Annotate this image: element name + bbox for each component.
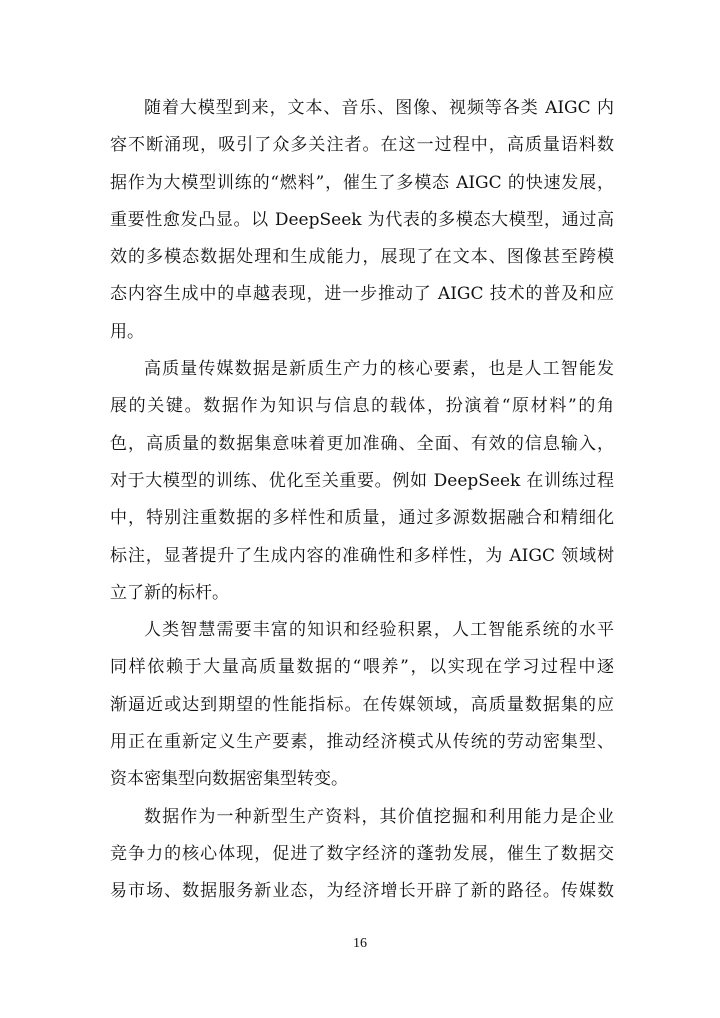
text-line: 态内容生成中的卓越表现，进一步推动了 AIGC 技术的普及和应 xyxy=(110,284,614,305)
text-line: 同样依赖于大量高质量数据的“喂养”，以实现在学习过程中逐 xyxy=(110,657,614,678)
text-line: 用。 xyxy=(110,321,144,342)
text-line: 容不断涌现，吸引了众多关注者。在这一过程中，高质量语料数 xyxy=(110,135,614,156)
text-line: 对于大模型的训练、优化至关重要。例如 DeepSeek 在训练过程 xyxy=(110,470,614,491)
body-text xyxy=(110,90,614,911)
text-line: 数据作为一种新型生产资料，其价值挖掘和利用能力是企业 xyxy=(144,806,614,827)
text-line: 色，高质量的数据集意味着更加准确、全面、有效的信息输入， xyxy=(110,433,614,454)
text-line: 效的多模态数据处理和生成能力，展现了在文本、图像甚至跨模 xyxy=(110,247,614,268)
text-line: 标注，显著提升了生成内容的准确性和多样性，为 AIGC 领域树 xyxy=(110,545,614,566)
text-line: 高质量传媒数据是新质生产力的核心要素，也是人工智能发 xyxy=(144,359,614,380)
text-line: 随着大模型到来，文本、音乐、图像、视频等各类 AIGC 内 xyxy=(144,98,614,118)
text-line: 资本密集型向数据密集型转变。 xyxy=(110,769,348,790)
text-line: 立了新的标杆。 xyxy=(110,582,229,603)
text-line: 展的关键。数据作为知识与信息的载体，扮演着“原材料”的角 xyxy=(110,396,614,417)
page-number: 16 xyxy=(353,936,367,951)
text-line: 中，特别注重数据的多样性和质量，通过多源数据融合和精细化 xyxy=(110,508,614,529)
text-line: 易市场、数据服务新业态，为经济增长开辟了新的路径。传媒数 xyxy=(110,881,614,902)
text-line: 用正在重新定义生产要素，推动经济模式从传统的劳动密集型、 xyxy=(110,732,614,753)
text-line: 竞争力的核心体现，促进了数字经济的蓬勃发展，催生了数据交 xyxy=(110,843,614,864)
text-line: 人类智慧需要丰富的知识和经验积累，人工智能系统的水平 xyxy=(144,620,614,641)
text-line: 重要性愈发凸显。以 DeepSeek 为代表的多模态大模型，通过高 xyxy=(110,209,614,230)
text-line: 渐逼近或达到期望的性能指标。在传媒领域，高质量数据集的应 xyxy=(110,694,614,715)
text-line: 据作为大模型训练的“燃料”，催生了多模态 AIGC 的快速发展， xyxy=(110,172,614,193)
